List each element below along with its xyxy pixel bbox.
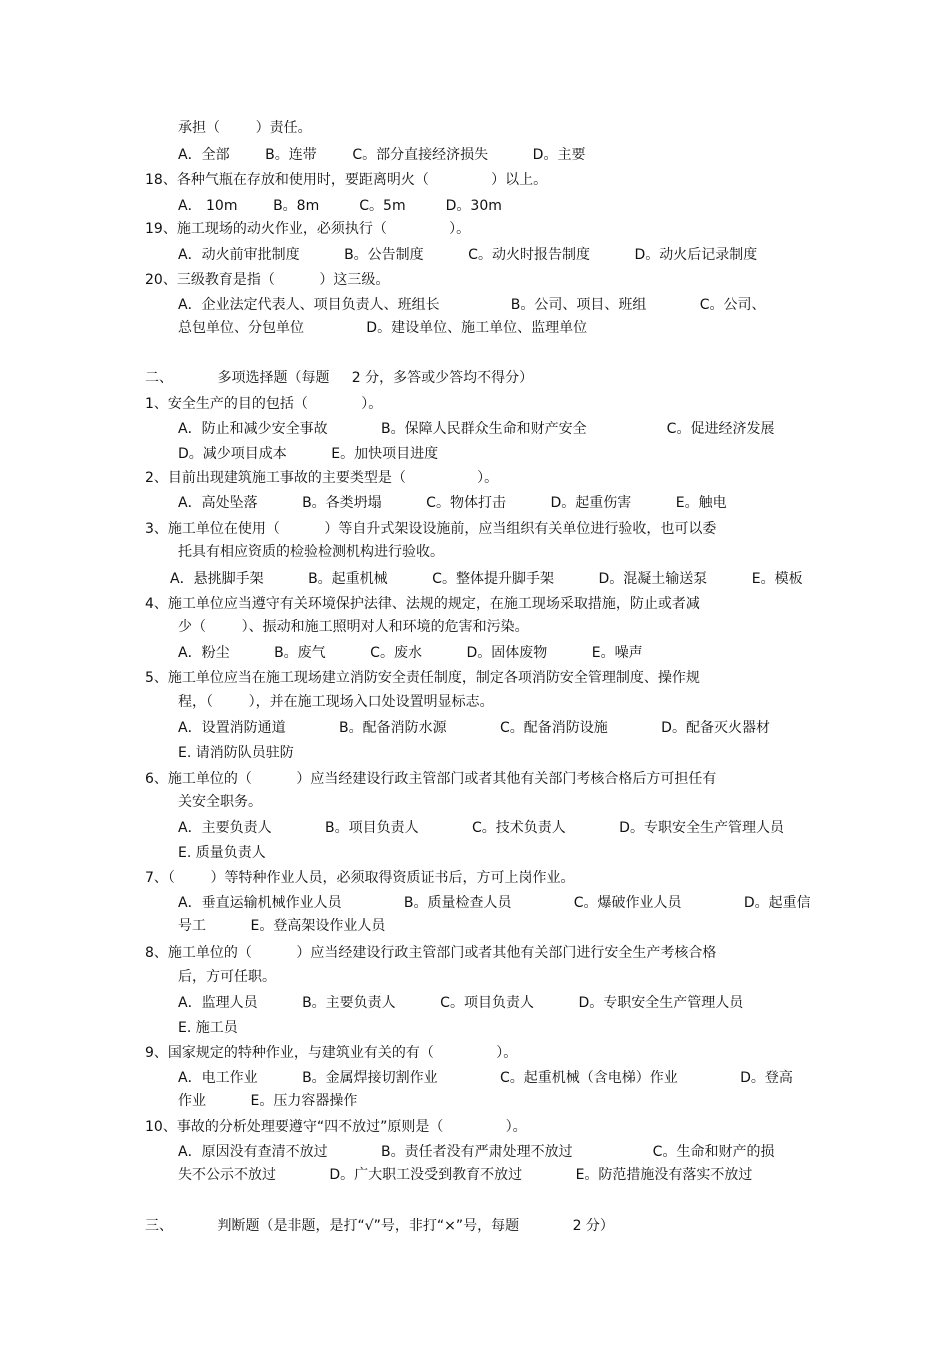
text-line: 9、国家规定的特种作业，与建筑业有关的有（ ）。 — [145, 1045, 518, 1061]
text-line: 承担（ ）责任。 — [178, 120, 312, 136]
text-line: 失不公示不放过 D。广大职工没受到教育不放过 E。防范措施没有落实不放过 — [178, 1167, 753, 1183]
text-line: 关安全职务。 — [178, 794, 262, 810]
text-line: A．动火前审批制度 B。公告制度 C。动火时报告制度 D。动火后记录制度 — [178, 247, 758, 263]
text-line: 7、（ ）等特种作业人员，必须取得资质证书后，方可上岗作业。 — [145, 870, 575, 886]
text-line: A．设置消防通道 B。配备消防水源 C。配备消防设施 D。配备灭火器材 — [178, 720, 770, 736]
text-line: 托具有相应资质的检验检测机构进行验收。 — [178, 544, 444, 560]
text-line: 4、施工单位应当遵守有关环境保护法律、法规的规定，在施工现场采取措施，防止或者减 — [145, 596, 700, 612]
text-line: 后，方可任职。 — [178, 969, 276, 985]
text-line: 作业 E。压力容器操作 — [178, 1093, 358, 1109]
text-line: D。减少项目成本 E。加快项目进度 — [178, 446, 439, 462]
text-line: 1、安全生产的目的包括（ ）。 — [145, 396, 383, 412]
text-line: E. 质量负责人 — [178, 845, 266, 861]
text-line: A． 10m B。8m C。5m D。30m — [178, 198, 502, 214]
text-line: A．高处坠落 B。各类坍塌 C。物体打击 D。起重伤害 E。触电 — [178, 495, 727, 511]
text-line: 10、事故的分析处理要遵守“四不放过”原则是（ ）。 — [145, 1119, 527, 1135]
text-line: 8、施工单位的（ ）应当经建设行政主管部门或者其他有关部门进行安全生产考核合格 — [145, 945, 717, 961]
text-line: 3、施工单位在使用（ ）等自升式架设设施前，应当组织有关单位进行验收，也可以委 — [145, 521, 717, 537]
text-line: 少（ ）、振动和施工照明对人和环境的危害和污染。 — [178, 619, 529, 635]
text-line: 20、三级教育是指（ ）这三级。 — [145, 272, 390, 288]
text-line: A．企业法定代表人、项目负责人、班组长 B。公司、项目、班组 C。公司、 — [178, 297, 766, 313]
text-line: A．电工作业 B。金属焊接切割作业 C。起重机械（含电梯）作业 D。登高 — [178, 1070, 793, 1086]
text-line: A．监理人员 B。主要负责人 C。项目负责人 D。专职安全生产管理人员 — [178, 995, 744, 1011]
text-line: 2、目前出现建筑施工事故的主要类型是（ ）。 — [145, 470, 499, 486]
text-line: A．全部 B。连带 C。部分直接经济损失 D。主要 — [178, 147, 586, 163]
text-line: A．粉尘 B。废气 C。废水 D。固体废物 E。噪声 — [178, 645, 643, 661]
section-heading: 二、 多项选择题（每题 2 分，多答或少答均不得分） — [145, 370, 534, 386]
text-line: E. 请消防队员驻防 — [178, 745, 294, 761]
text-line: 程，（ ），并在施工现场入口处设置明显标志。 — [178, 694, 494, 710]
text-line: 总包单位、分包单位 D。建设单位、施工单位、监理单位 — [178, 320, 588, 336]
text-line: A．防止和减少安全事故 B。保障人民群众生命和财产安全 C。促进经济发展 — [178, 421, 775, 437]
text-line: A．悬挑脚手架 B。起重机械 C。整体提升脚手架 D。混凝土输送泵 E。模板 — [170, 571, 803, 587]
text-line: 19、施工现场的动火作业，必须执行（ ）。 — [145, 221, 471, 237]
text-line: A．主要负责人 B。项目负责人 C。技术负责人 D。专职安全生产管理人员 — [178, 820, 784, 836]
text-line: 号工 E。登高架设作业人员 — [178, 918, 386, 934]
text-line: 5、施工单位应当在施工现场建立消防安全责任制度，制定各项消防安全管理制度、操作规 — [145, 670, 700, 686]
text-line: E. 施工员 — [178, 1020, 238, 1036]
text-line: 6、施工单位的（ ）应当经建设行政主管部门或者其他有关部门考核合格后方可担任有 — [145, 771, 717, 787]
text-line: A．原因没有查清不放过 B。责任者没有严肃处理不放过 C。生命和财产的损 — [178, 1144, 775, 1160]
text-line: 18、各种气瓶在存放和使用时，要距离明火（ ）以上。 — [145, 172, 548, 188]
section-heading: 三、 判断题（是非题，是打“√”号，非打“×”号，每题 2 分） — [145, 1218, 614, 1234]
text-line: A．垂直运输机械作业人员 B。质量检查人员 C。爆破作业人员 D。起重信 — [178, 895, 811, 911]
